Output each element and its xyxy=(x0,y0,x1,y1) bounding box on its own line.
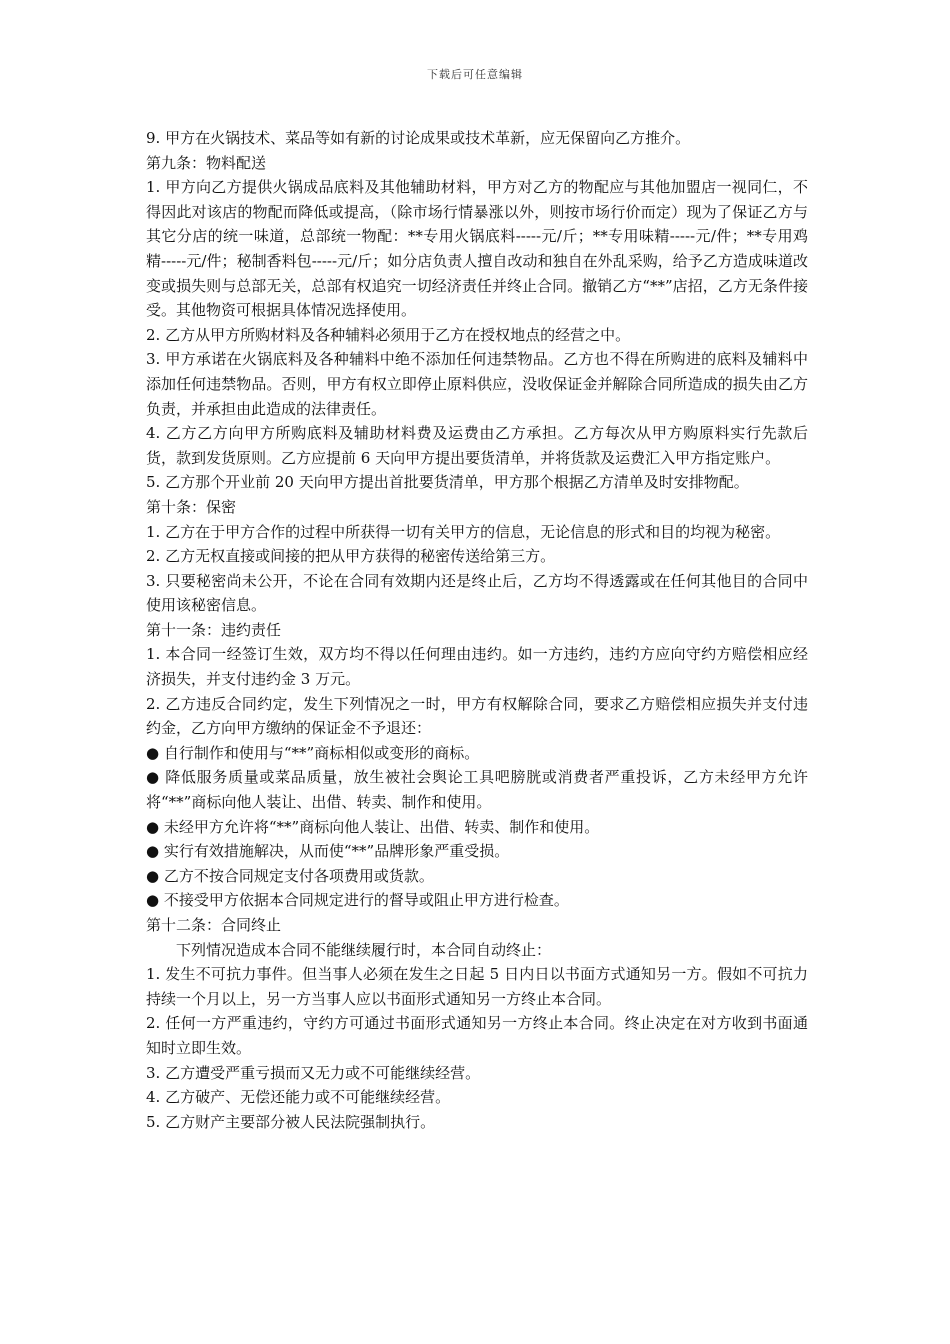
paragraph: 2. 乙方从甲方所购材料及各种辅料必须用于乙方在授权地点的经营之中。 xyxy=(146,325,631,344)
section-heading: 第九条：物料配送 xyxy=(146,153,267,172)
page-header: 下载后可任意编辑 xyxy=(427,68,523,81)
paragraph: 1. 发生不可抗力事件。但当事人必须在发生之日起 5 日内日以书面方式通知另一方。假如不可抗力持续一个月以上，另一方当事人应以书面形式通知另一方终止本合同。 xyxy=(146,965,808,1008)
paragraph: 5. 乙方那个开业前 20 天向甲方提出首批要货清单，甲方那个根据乙方清单及时安排物配。 xyxy=(146,473,749,492)
paragraph: 1. 本合同一经签订生效，双方均不得以任何理由违约。如一方违约，违约方应向守约方赔偿相应经济损失，并支付违约金 3 万元。 xyxy=(146,645,808,689)
paragraph: 3. 只要秘密尚未公开，不论在合同有效期内还是终止后，乙方均不得透露或在任何其他目的合同中使用该秘密信息。 xyxy=(146,571,808,615)
paragraph: 2. 任何一方严重违约，守约方可通过书面形式通知另一方终止本合同。终止决定在对方收到书面通知时立即生效。 xyxy=(146,1014,808,1057)
bullet-item: ● 未经甲方允许将“**”商标向他人装让、出借、转卖、制作和使用。 xyxy=(146,817,600,836)
bullet-item: ● 乙方不按合同规定支付各项费用或货款。 xyxy=(146,866,434,885)
paragraph: 4. 乙方乙方向甲方所购底料及辅助材料费及运费由乙方承担。乙方每次从甲方购原料实行先款后货，款到发货原则。乙方应提前 6 天向甲方提出要货清单，并将货款及运费汇入甲方指定账户。 xyxy=(146,424,808,467)
paragraph: 4. 乙方破产、无偿还能力或不可能继续经营。 xyxy=(146,1088,451,1107)
paragraph: 2. 乙方无权直接或间接的把从甲方获得的秘密传送给第三方。 xyxy=(146,547,556,566)
paragraph: 1. 乙方在于甲方合作的过程中所获得一切有关甲方的信息，无论信息的形式和目的均视为秘密。 xyxy=(146,522,781,541)
section-heading: 第十二条：合同终止 xyxy=(146,916,282,934)
paragraph: 3. 乙方遭受严重亏损而又无力或不可能继续经营。 xyxy=(146,1063,481,1082)
paragraph: 下列情况造成本合同不能继续履行时，本合同自动终止： xyxy=(176,940,552,959)
document-body xyxy=(146,126,808,1134)
paragraph: 5. 乙方财产主要部分被人民法院强制执行。 xyxy=(146,1112,436,1131)
section-heading: 第十条：保密 xyxy=(146,497,237,516)
bullet-item: ● 降低服务质量或菜品质量，放生被社会舆论工具吧膀胱或消费者严重投诉，乙方未经甲方允许将“**”商标向他人装让、出借、转卖、制作和使用。 xyxy=(146,768,808,812)
section-heading: 第十一条：违约责任 xyxy=(146,620,282,639)
bullet-item: ● 自行制作和使用与“**”商标相似或变形的商标。 xyxy=(146,743,480,762)
paragraph: 1. 甲方向乙方提供火锅成品底料及其他辅助材料，甲方对乙方的物配应与其他加盟店一视同仁，不得因此对该店的物配而降低或提高，（除市场行情暴涨以外，则按市场行价而定）现为了保证乙方与其它分店的统一味道，总部统一物配：**专用火锅底料-----元/斤；**专用味精-----元/件；**专用鸡精-----元/件；秘制香料包-----元/斤；如分店负责人擅自改动和独自在外乱采购，给予乙方造成味道改变或损失则与总部无关，总部有权追究一切经济责任并终止合同。撤销乙方“**”店招，乙方无条件接受。其他物资可根据具体情况选择使用。 xyxy=(146,178,808,320)
paragraph: 9. 甲方在火锅技术、菜品等如有新的讨论成果或技术革新，应无保留向乙方推介。 xyxy=(146,129,691,147)
paragraph: 2. 乙方违反合同约定，发生下列情况之一时，甲方有权解除合同，要求乙方赔偿相应损失并支付违约金，乙方向甲方缴纳的保证金不予退还： xyxy=(146,694,808,738)
bullet-item: ● 不接受甲方依据本合同规定进行的督导或阻止甲方进行检查。 xyxy=(146,891,569,910)
paragraph: 3. 甲方承诺在火锅底料及各种辅料中绝不添加任何违禁物品。乙方也不得在所购进的底料及辅料中添加任何违禁物品。否则，甲方有权立即停止原料供应，没收保证金并解除合同所造成的损失由乙方负责，并承担由此造成的法律责任。 xyxy=(146,350,808,418)
bullet-item: ● 实行有效措施解决，从而使“**”品牌形象严重受损。 xyxy=(146,842,510,861)
